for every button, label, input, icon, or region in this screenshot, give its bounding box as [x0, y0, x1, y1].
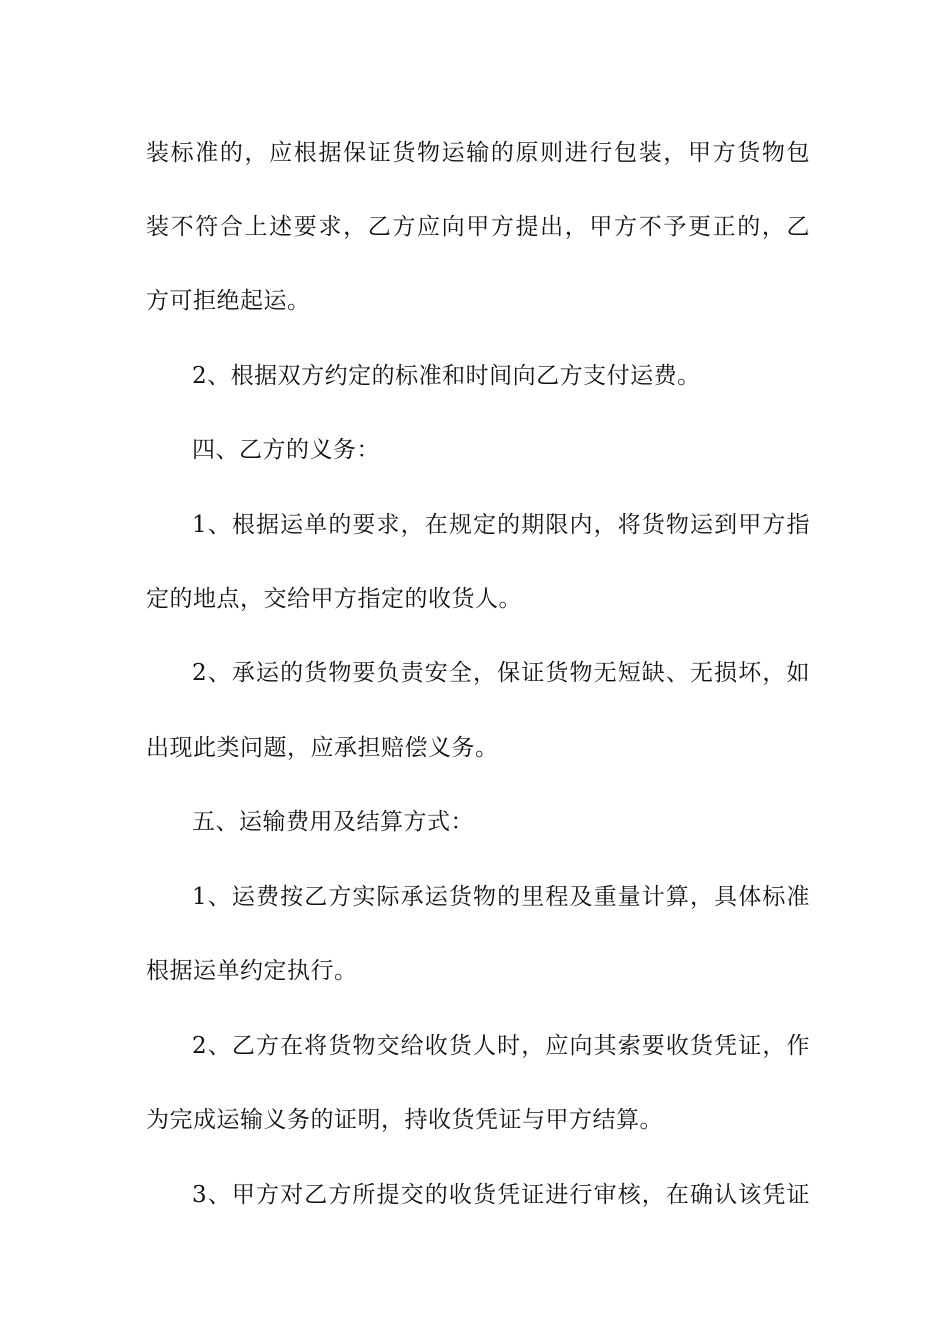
section-heading: 五、运输费用及结算方式： [192, 809, 474, 835]
text-line: 2、根据双方约定的标准和时间向乙方支付运费。 [192, 363, 701, 389]
text-line: 装不符合上述要求，乙方应向甲方提出，甲方不予更正的，乙 [146, 214, 810, 240]
text-line: 定的地点，交给甲方指定的收货人。 [146, 586, 522, 612]
text-line: 2、乙方在将货物交给收货人时，应向其索要收货凭证，作 [192, 1033, 810, 1059]
text-line: 装标准的，应根据保证货物运输的原则进行包装，甲方货物包 [146, 140, 810, 166]
text-line: 根据运单约定执行。 [146, 958, 358, 984]
text-line: 出现此类问题，应承担赔偿义务。 [146, 735, 499, 761]
text-line: 为完成运输义务的证明，持收货凭证与甲方结算。 [146, 1107, 663, 1133]
section-heading: 四、乙方的义务： [192, 437, 380, 463]
text-line: 1、运费按乙方实际承运货物的里程及重量计算，具体标准 [192, 884, 810, 910]
text-line: 3、甲方对乙方所提交的收货凭证进行审核，在确认该凭证 [192, 1182, 810, 1208]
text-line: 方可拒绝起运。 [146, 288, 311, 314]
text-line: 2、承运的货物要负责安全，保证货物无短缺、无损坏，如 [192, 660, 810, 686]
text-line: 1、根据运单的要求，在规定的期限内，将货物运到甲方指 [192, 512, 810, 538]
